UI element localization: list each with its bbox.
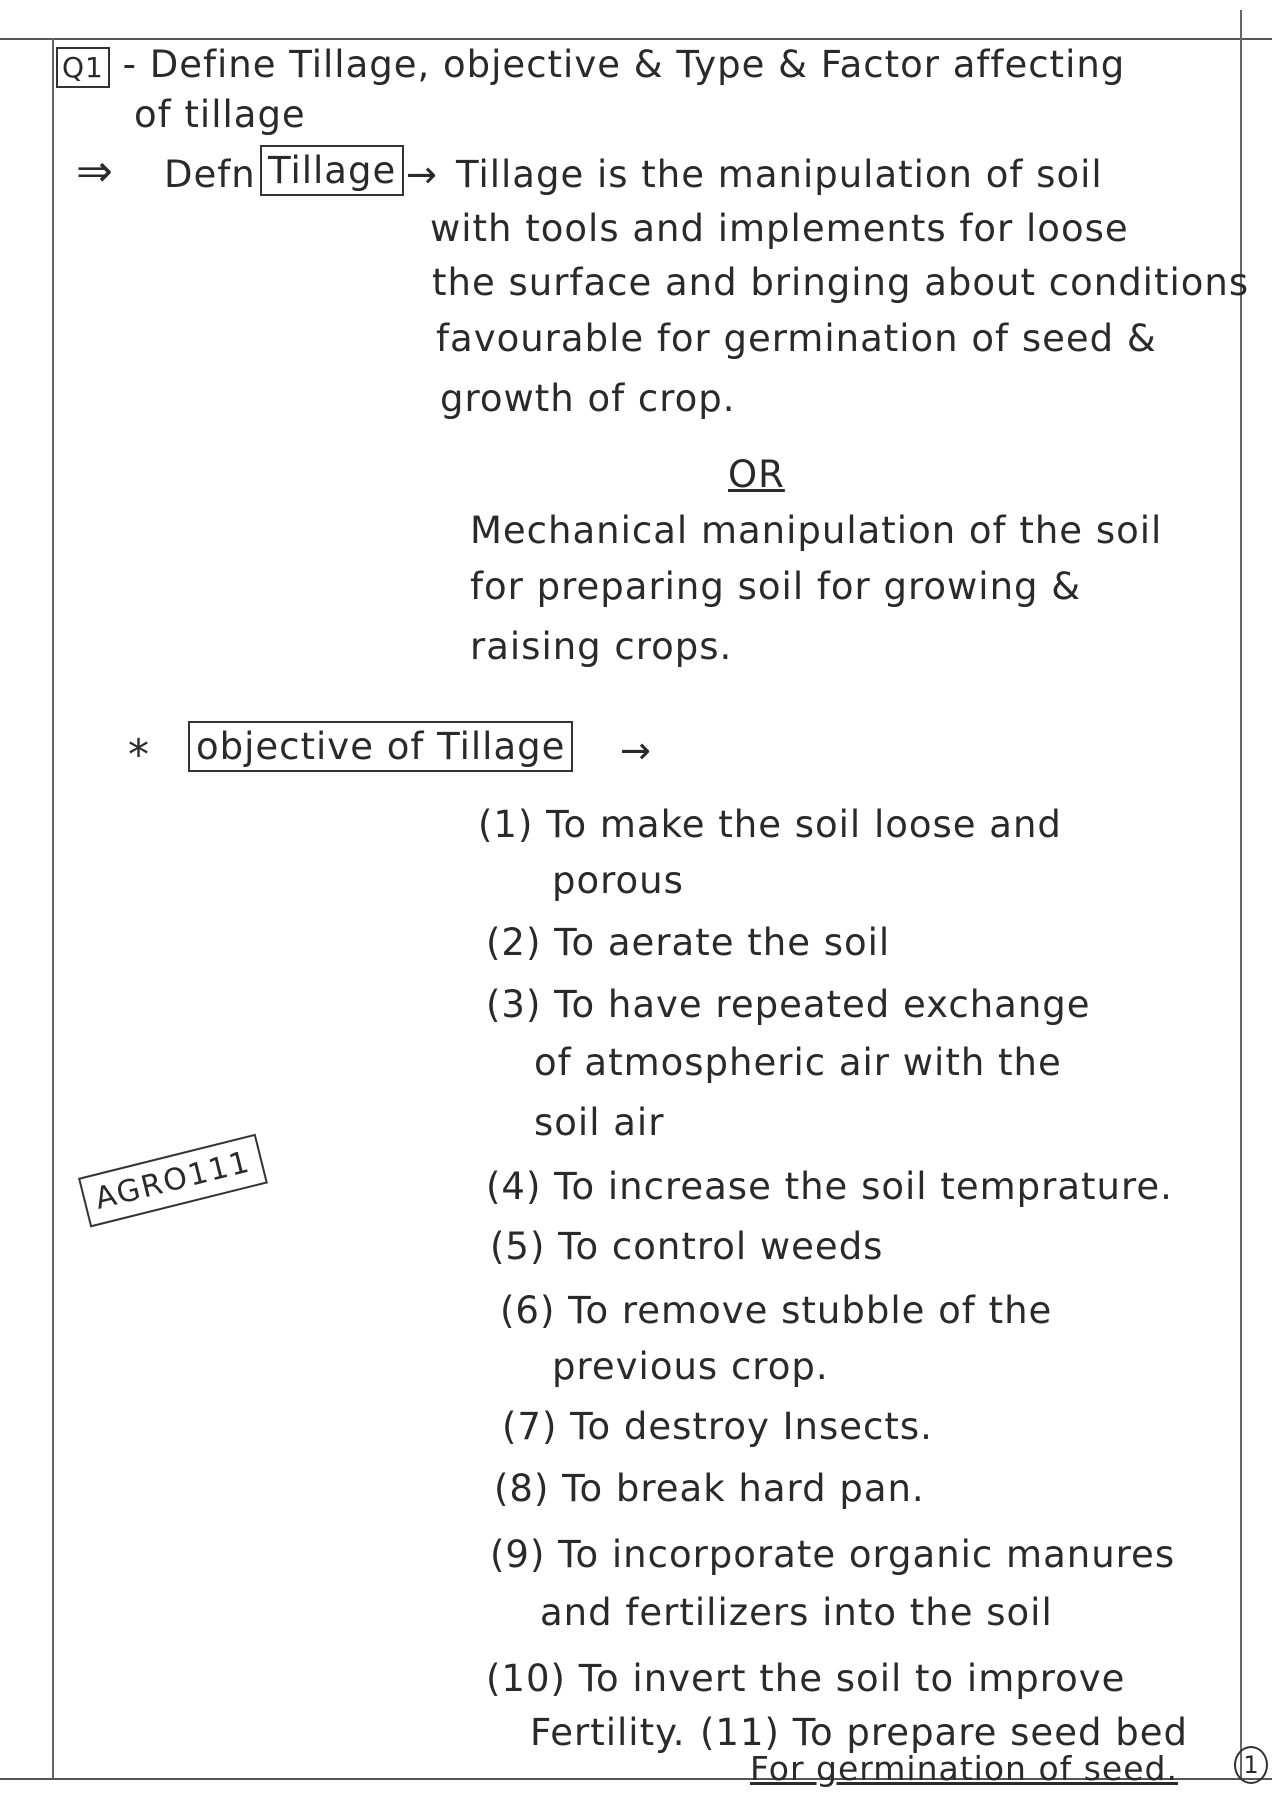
definition-prefix: Defn bbox=[164, 153, 256, 196]
page-number: 1 bbox=[1234, 1746, 1268, 1784]
objective-item: (3) To have repeated exchange bbox=[486, 983, 1091, 1026]
objective-item: (9) To incorporate organic manures bbox=[490, 1533, 1176, 1576]
objective-item: (11) To prepare seed bed bbox=[700, 1711, 1188, 1754]
objective-item: Fertility. bbox=[530, 1711, 686, 1754]
question-heading bbox=[56, 43, 1126, 86]
objective-item: (8) To break hard pan. bbox=[494, 1467, 925, 1510]
objective-item: and fertilizers into the soil bbox=[540, 1591, 1053, 1634]
definition-line: the surface and bringing about conditions bbox=[432, 261, 1250, 304]
objective-item: (2) To aerate the soil bbox=[486, 921, 891, 964]
objective-item: previous crop. bbox=[552, 1345, 829, 1388]
pointer-arrow-icon: → bbox=[406, 153, 439, 196]
objective-item: porous bbox=[552, 859, 684, 902]
alt-definition-line: for preparing soil for growing & bbox=[470, 565, 1082, 608]
question-title: - Define Tillage, objective & Type & Factor affecting bbox=[122, 43, 1126, 86]
alt-definition-line: Mechanical manipulation of the soil bbox=[470, 509, 1163, 552]
objective-item: of atmospheric air with the bbox=[534, 1041, 1062, 1084]
or-label: OR bbox=[728, 453, 785, 496]
objectives-heading: objective of Tillage bbox=[188, 721, 573, 772]
objective-item: (10) To invert the soil to improve bbox=[486, 1657, 1126, 1700]
objective-item: soil air bbox=[534, 1101, 665, 1144]
objective-item: (4) To increase the soil temprature. bbox=[486, 1165, 1173, 1208]
objective-item: (6) To remove stubble of the bbox=[500, 1289, 1053, 1332]
alt-definition-line: raising crops. bbox=[470, 625, 733, 668]
definition-line: growth of crop. bbox=[440, 377, 736, 420]
question-title-line2: of tillage bbox=[134, 93, 306, 136]
question-label: Q1 bbox=[56, 47, 110, 88]
course-code-stamp: AGRO111 bbox=[78, 1134, 268, 1228]
left-margin-line bbox=[52, 38, 54, 1778]
definition-line: Tillage is the manipulation of soil bbox=[456, 153, 1103, 196]
definition-line: with tools and implements for loose bbox=[430, 207, 1129, 250]
definition-term-box bbox=[260, 149, 404, 192]
definition-line: favourable for germination of seed & bbox=[436, 317, 1157, 360]
arrow-icon: ⇒ bbox=[76, 146, 114, 197]
objective-item: (5) To control weeds bbox=[490, 1225, 884, 1268]
objective-item: (7) To destroy Insects. bbox=[502, 1405, 933, 1448]
objectives-heading-box bbox=[188, 725, 573, 768]
objective-item: (1) To make the soil loose and bbox=[478, 803, 1062, 846]
definition-term: Tillage bbox=[260, 145, 404, 196]
objectives-pointer-icon: → bbox=[620, 729, 653, 772]
objective-item: For germination of seed. bbox=[750, 1749, 1178, 1788]
asterisk-bullet-icon: * bbox=[128, 730, 150, 779]
top-rule bbox=[0, 38, 1272, 40]
